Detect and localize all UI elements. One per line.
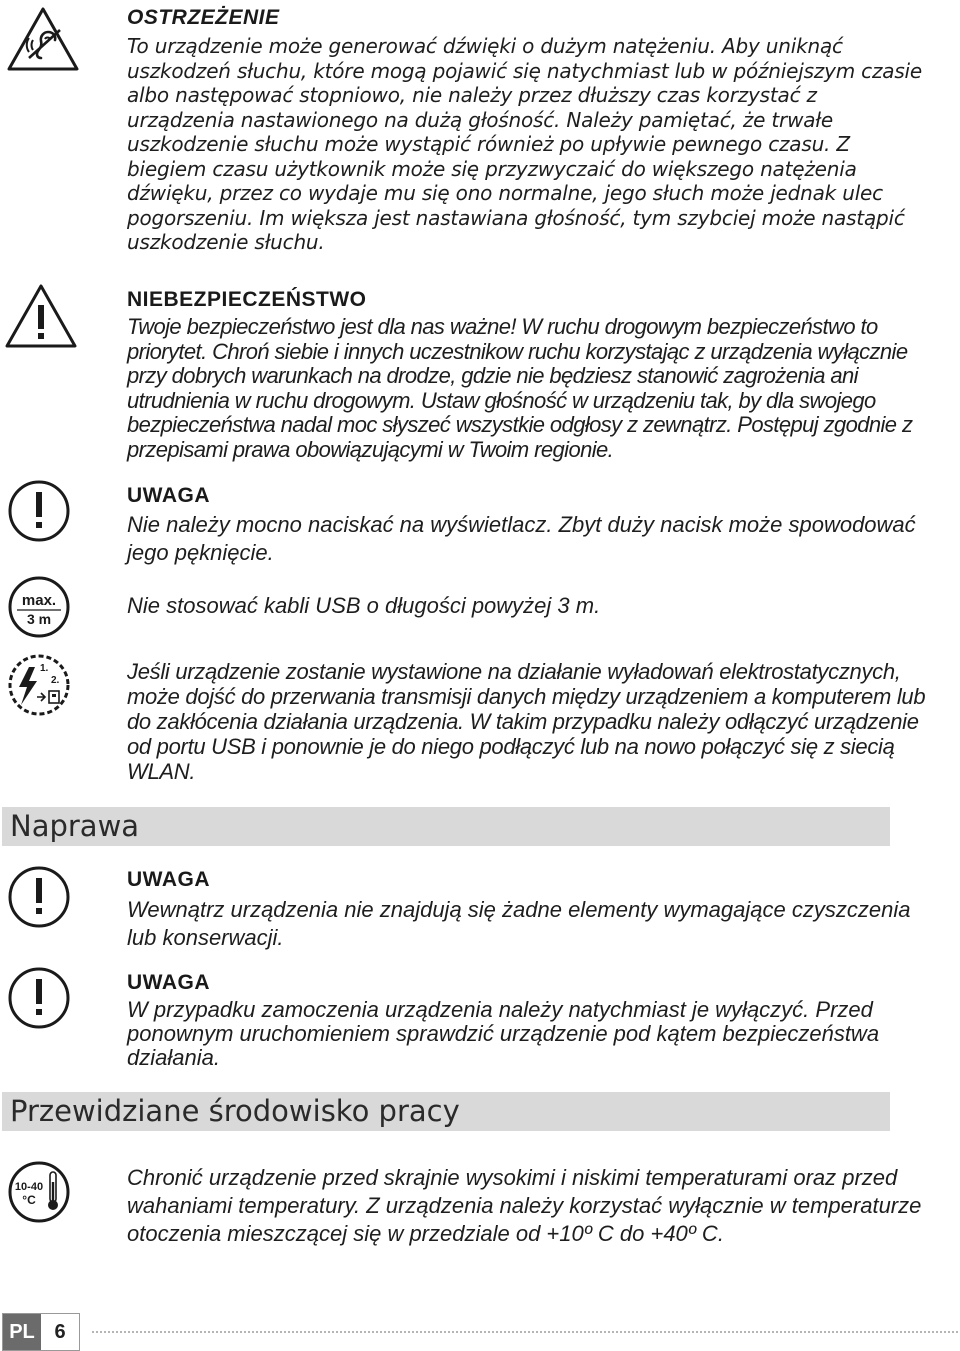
page-footer-badge [2,1313,80,1351]
length-label: 3 m [26,611,52,627]
danger-title: NIEBEZPIECZEŃSTWO [127,288,367,311]
repair-section-title: Naprawa [10,809,140,843]
language-code: PL [3,1314,41,1350]
repair-caution2-title: UWAGA [127,971,210,994]
repair-caution1-text: Wewnątrz urządzenia nie znajdują się żadne elementy wymagające czyszczenia lub konserwacji. [127,897,911,950]
exclamation-circle-icon [7,865,71,929]
environment-section-title: Przewidziane środowisko pracy [10,1094,460,1128]
max-cable-length-icon [7,575,71,639]
danger-text: Twoje bezpieczeństwo jest dla nas ważne! W ruchu drogowym bezpieczeństwo to priorytet. Chroń siebie i innych uczestnikow ruchu korzystając z urządzenia wyłącznie przy dobrych warunkach na drodze, gdzie nie będziesz stanowić zagrożenia ani utrudnienia w ruchu drogowym. Ustaw głośność w urządzeniu tak, by dla swojego bezpieczeństwa nadal moc słyszeć wszystkie odgłosy z zewnątrz. Postępuj zgodnie z przepisami prawa obowiązującymi w Twoim regionie. [127,314,913,462]
electrostatic-discharge-icon [7,653,71,717]
exclamation-circle-icon [7,479,71,543]
hearing-damage-icon [6,6,80,72]
page-number: 6 [54,1321,66,1343]
warning-title: OSTRZEŻENIE [127,6,280,29]
esd-step1: 1. [40,663,49,674]
display-caution-text: Nie należy mocno naciskać na wyświetlacz. Zbyt duży nacisk może spowodować jego pęknięcie. [127,512,916,565]
exclamation-circle-icon [7,966,71,1030]
repair-caution1-title: UWAGA [127,868,210,891]
esd-step2: 2. [51,675,60,686]
environment-text: Chronić urządzenie przed skrajnie wysokimi i niskimi temperaturami oraz przed wahaniami temperatury. Z urządzenia należy korzystać wyłącznie w temperaturze otoczenia mieszczącej się w przedziale od +10º C do +40º C. [127,1165,922,1246]
warning-text: To urządzenie może generować dźwięki o dużym natężeniu. Aby uniknąć uszkodzeń słuchu, które mogą pojawić się natychmiast lub w późniejszym czasie albo następować stopniowo, nie należy przez dłuższy czas korzystać z urządzenia nastawionego na dużą głośność. Należy pamiętać, że trwałe uszkodzenie słuchu może wystąpić również po upływie pewnego czasu. Z biegiem czasu użytkownik może się przyzwyczaić do większego natężenia dźwięku, przez co wydaje mu się ono normalne, jego słuch może jednak ulec pogorszeniu. Im większa jest nastawiana głośność, tym szybciej może nastąpić uszkodzenie słuchu. [127,34,923,254]
footer-dotted-rule [92,1331,958,1333]
temperature-unit-label: °C [22,1193,36,1207]
esd-text: Jeśli urządzenie zostanie wystawione na działanie wyładowań elektrostatycznych, może dojść do przerwania transmisji danych między urządzeniem a komputerem lub do zakłócenia działania urządzenia. W takim przypadku należy odłączyć urządzenie od portu USB i ponownie je do niego podłączyć lub na nowo połączyć się z siecią WLAN. [127,659,926,784]
environment-section-bar [2,1092,890,1131]
repair-caution2-text: W przypadku zamoczenia urządzenia należy natychmiast je wyłączyć. Przed ponownym uruchomieniem sprawdzić urządzenie pod kątem bezpieczeństwa działania. [127,997,880,1070]
display-caution-title: UWAGA [127,484,210,507]
usb-cable-text: Nie stosować kabli USB o długości powyżej 3 m. [127,593,601,618]
max-label: max. [21,592,57,609]
warning-triangle-icon [4,283,78,349]
repair-section-bar [2,807,890,846]
temperature-range-icon [7,1160,71,1224]
temperature-range-label: 10-40 [14,1181,44,1193]
